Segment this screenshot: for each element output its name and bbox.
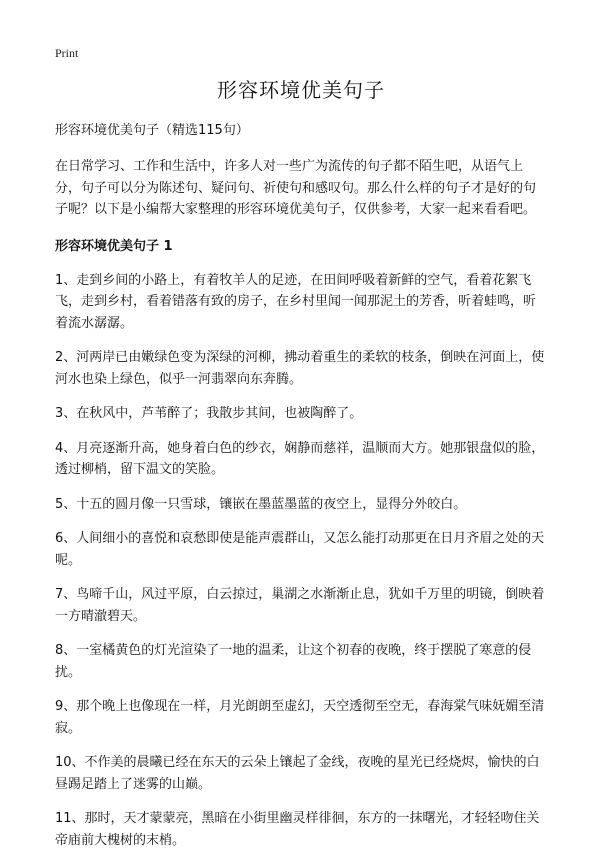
sentence-item: 4、月亮逐渐升高，她身着白色的纱衣，娴静而慈祥，温顺而大方。她那银盘似的脸，透过柳梢，留下温文的笑脸。	[55, 438, 547, 481]
sentence-list	[55, 270, 547, 851]
sentence-item: 8、一室橘黄色的灯光渲染了一地的温柔，让这个初春的夜晚，终于摆脱了寒意的侵扰。	[55, 640, 547, 683]
subtitle: 形容环境优美句子（精选115句）	[55, 121, 547, 141]
print-link[interactable]: Print	[55, 46, 78, 61]
sentence-item: 10、不作美的晨曦已经在东天的云朵上镶起了金线，夜晚的星光已经烧烬，愉快的白昼踢足踏上了迷雾的山巅。	[55, 752, 547, 795]
section-heading: 形容环境优美句子 1	[55, 237, 547, 257]
sentence-item: 3、在秋风中，芦苇醉了；我散步其间，也被陶醉了。	[55, 403, 547, 425]
document	[55, 76, 547, 851]
sentence-item: 1、走到乡间的小路上，有着牧羊人的足迹，在田间呼吸着新鲜的空气，看着花絮飞飞，走到乡村，看着错落有致的房子，在乡村里闻一闻那泥土的芳香，听着蛙鸣，听着流水潺潺。	[55, 270, 547, 335]
page-title: 形容环境优美句子	[55, 76, 547, 104]
intro-paragraph: 在日常学习、工作和生活中，许多人对一些广为流传的句子都不陌生吧，从语气上分，句子可以分为陈述句、疑问句、祈使句和感叹句。那么什么样的句子才是好的句子呢？以下是小编帮大家整理的形容环境优美句子，仅供参考，大家一起来看看吧。	[55, 156, 547, 221]
sentence-item: 5、十五的圆月像一只雪球，镶嵌在墨蓝墨蓝的夜空上，显得分外皎白。	[55, 494, 547, 516]
sentence-item: 6、人间细小的喜悦和哀愁即使是能声震群山，又怎么能打动那更在日月齐眉之处的天呢。	[55, 528, 547, 571]
sentence-item: 7、鸟啼千山，风过平原，白云掠过，巢湖之水渐渐止息，犹如千万里的明镜，倒映着一方晴澈碧天。	[55, 584, 547, 627]
sentence-item: 2、河两岸已由嫩绿色变为深绿的河柳，拂动着重生的柔软的枝条，倒映在河面上，使河水也染上绿色，似乎一河翡翠向东奔腾。	[55, 347, 547, 390]
sentence-item: 9、那个晚上也像现在一样，月光朗朗至虚幻，天空透彻至空无，春海棠气味妩媚至清寂。	[55, 696, 547, 739]
sentence-item: 11、那时，天才蒙蒙亮，黑暗在小街里幽灵样徘徊，东方的一抹曙光，才轻轻吻住关帝庙前大槐树的末梢。	[55, 808, 547, 851]
